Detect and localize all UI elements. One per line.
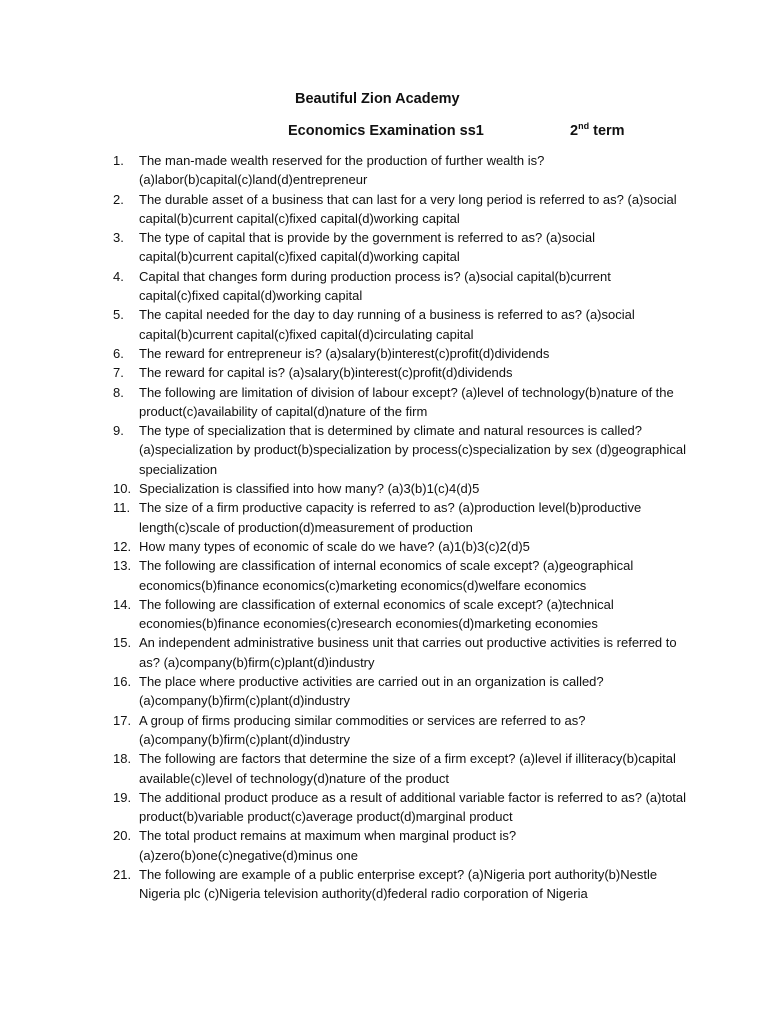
question-text: The total product remains at maximum when marginal product is? (a)zero(b)one(c)negative(d)minus one — [139, 828, 517, 863]
question-item — [113, 749, 688, 788]
question-number: 2. — [113, 191, 124, 207]
term-word: term — [593, 123, 625, 139]
question-item — [113, 228, 688, 267]
question-text: The size of a firm productive capacity is referred to as? (a)production level(b)productive length(c)scale of production(d)measurement of production — [139, 500, 642, 535]
question-item — [113, 190, 688, 229]
question-number: 4. — [113, 268, 124, 284]
question-text: The durable asset of a business that can last for a very long period is referred to as? (a)social capital(b)current capital(c)fixed capital(d)working capital — [139, 191, 677, 226]
question-number: 10. — [113, 481, 132, 497]
question-item — [113, 595, 688, 634]
question-text: The place where productive activities are carried out in an organization is called? (a)company(b)firm(c)plant(d)industry — [139, 674, 604, 709]
exam-title: Economics Examination ss1 — [288, 123, 484, 139]
question-item — [113, 672, 688, 711]
question-item — [113, 788, 688, 827]
question-item — [113, 344, 688, 363]
question-text: The man-made wealth reserved for the production of further wealth is? (a)labor(b)capital(c)land(d)entrepreneur — [139, 153, 545, 188]
question-item — [113, 305, 688, 344]
question-text: How many types of economic of scale do we have? (a)1(b)3(c)2(d)5 — [139, 538, 530, 554]
question-text: The following are limitation of division of labour except? (a)level of technology(b)nature of the product(c)availability of capital(d)nature of the firm — [139, 384, 674, 419]
question-number: 15. — [113, 635, 132, 651]
question-text: The following are factors that determine the size of a firm except? (a)level if illiteracy(b)capital available(c)level of technology(d)nature of the product — [139, 751, 676, 786]
question-item — [113, 479, 688, 498]
question-number: 5. — [113, 307, 124, 323]
question-number: 19. — [113, 789, 132, 805]
question-item — [113, 151, 688, 190]
question-item — [113, 267, 688, 306]
question-number: 12. — [113, 538, 132, 554]
question-item — [113, 363, 688, 382]
question-number: 6. — [113, 345, 124, 361]
question-item — [113, 421, 688, 479]
question-item — [113, 537, 688, 556]
question-number: 18. — [113, 751, 132, 767]
question-item — [113, 711, 688, 750]
question-item — [113, 826, 688, 865]
question-text: The reward for capital is? (a)salary(b)interest(c)profit(d)dividends — [139, 365, 513, 381]
question-item — [113, 633, 688, 672]
question-number: 7. — [113, 365, 124, 381]
question-text: Capital that changes form during production process is? (a)social capital(b)current capital(c)fixed capital(d)working capital — [139, 268, 611, 304]
question-text: An independent administrative business unit that carries out productive activities is referred to as? (a)company(b)firm(c)plant(d)industry — [139, 635, 677, 670]
question-number: 21. — [113, 866, 132, 882]
question-item — [113, 556, 688, 595]
question-number: 3. — [113, 230, 124, 246]
term-suffix: nd — [578, 121, 590, 132]
question-number: 16. — [113, 674, 132, 690]
question-list — [113, 151, 688, 904]
question-number: 9. — [113, 423, 124, 439]
question-number: 8. — [113, 384, 124, 400]
question-text: The capital needed for the day to day running of a business is referred to as? (a)social capital(b)current capital(c)fixed capital(d)circulating capital — [139, 307, 635, 342]
term-label — [570, 121, 625, 141]
question-text: The reward for entrepreneur is? (a)salary(b)interest(c)profit(d)dividends — [139, 345, 550, 361]
question-text: The following are example of a public enterprise except? (a)Nigeria port authority(b)Nestle Nigeria plc (c)Nigeria television authority(d)federal radio corporation of Nigeria — [139, 866, 658, 902]
question-number: 14. — [113, 596, 132, 612]
question-text: The following are classification of external economics of scale except? (a)technical economies(b)finance economies(c)research economies(d)marketing economies — [139, 596, 614, 632]
question-number: 20. — [113, 828, 132, 844]
question-text: The type of specialization that is determined by climate and natural resources is called? (a)specialization by product(b)specialization by process(c)specialization by sex (d)geographical specialization — [139, 423, 686, 477]
school-name: Beautiful Zion Academy — [295, 91, 460, 107]
question-number: 11. — [113, 500, 131, 516]
question-text: A group of firms producing similar commodities or services are referred to as? (a)company(b)firm(c)plant(d)industry — [139, 712, 586, 747]
question-text: Specialization is classified into how many? (a)3(b)1(c)4(d)5 — [139, 481, 480, 497]
question-text: The following are classification of internal economics of scale except? (a)geographical economics(b)finance economics(c)marketing economics(d)welfare economics — [139, 558, 634, 593]
question-item — [113, 383, 688, 422]
term-number: 2 — [570, 123, 579, 139]
question-number: 17. — [113, 712, 132, 728]
question-item — [113, 865, 688, 904]
question-text: The additional product produce as a result of additional variable factor is referred to as? (a)total product(b)variable product(c)average product(d)marginal product — [139, 789, 687, 825]
question-number: 1. — [113, 153, 124, 168]
question-number: 13. — [113, 558, 132, 574]
question-item — [113, 498, 688, 537]
question-text: The type of capital that is provide by the government is referred to as? (a)social capital(b)current capital(c)fixed capital(d)working capital — [139, 230, 595, 265]
